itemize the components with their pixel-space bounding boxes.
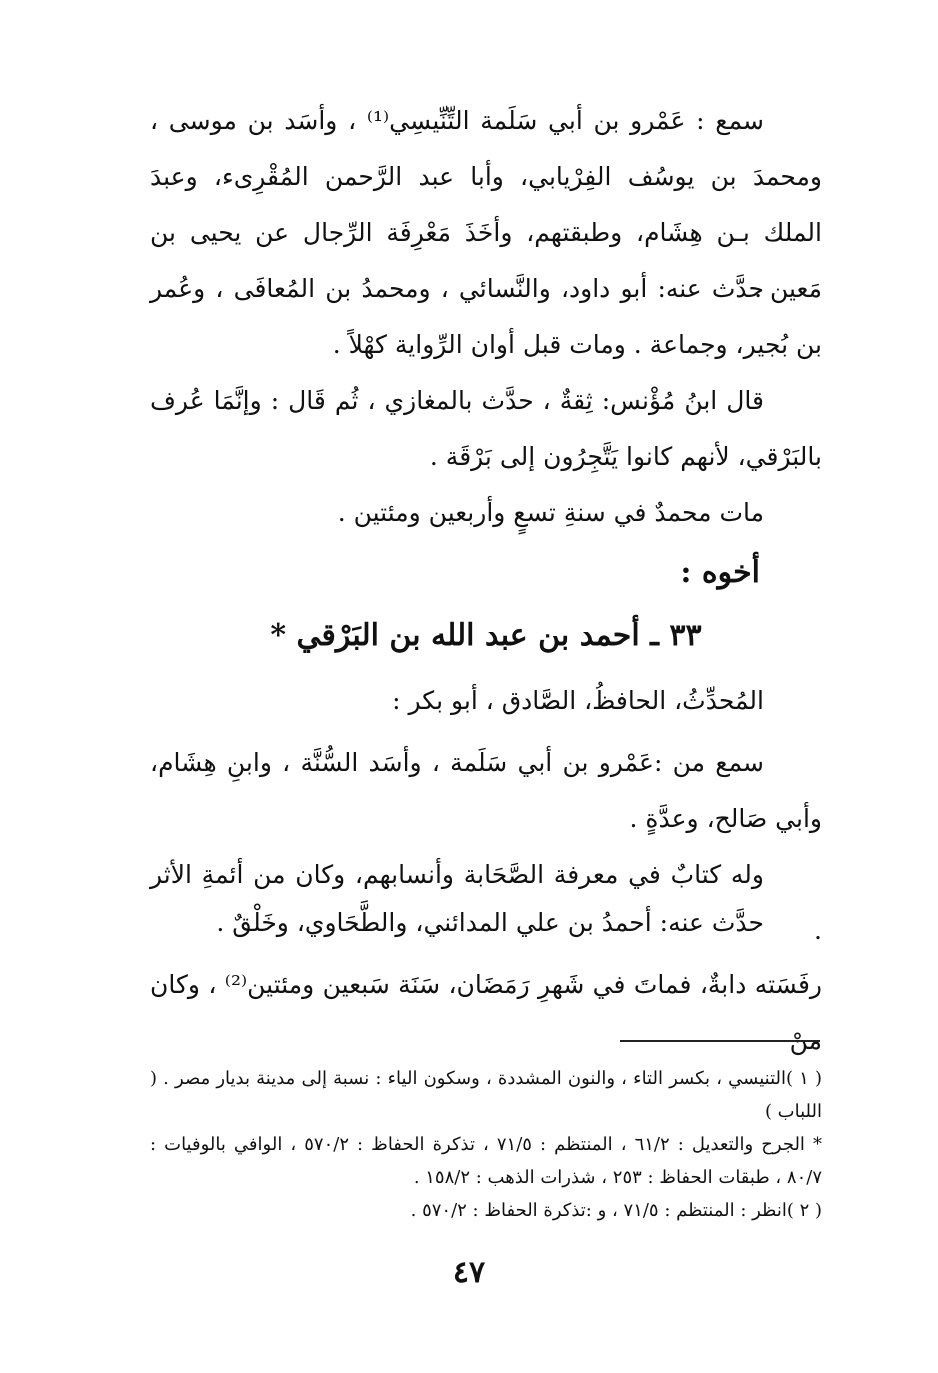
paragraph-narrated-from-him: حدَّث عنه: أبو داود، والنَّسائي ، ومحمدُ بن المُعافَى ، وعُمر بن بُجير، وجماعة . ومات قبل أوان الرِّواية كهْلاً . bbox=[150, 274, 822, 359]
section-heading-brother: أخوه : bbox=[680, 555, 760, 590]
footnotes bbox=[150, 1062, 822, 1227]
paragraph-death-year: مات محمدٌ في سنةِ تسعٍ وأربعين ومئتين . bbox=[337, 498, 764, 527]
footnote-2: ( ٢ )انظر : المنتظم : ٧١/٥ ، و :تذكرة الحفاظ : ٥٧٠/٢ . bbox=[410, 1200, 822, 1221]
paragraph-book: وله كتابٌ في معرفة الصَّحَابة وأنسابهم، وكان من أئمةِ الأثر . bbox=[150, 860, 822, 945]
page-number: ٤٧ bbox=[452, 1255, 486, 1290]
paragraph-heard-from: سمع : عَمْرو بن أبي سَلَمة التِّنِّيسِي⁽¹⁾ ، وأسَد بن موسى ، ومحمدَ بن يوسُف الفِرْيابي، وأبا عبد الرَّحمن المُقْرِىء، وعبدَ الملك بـن هِشَام، وطبقتهم، وأخَذَ مَعْرِفَة الرِّجال عن يحيى بن مَعين . bbox=[150, 106, 822, 303]
paragraph-epithets: المُحدِّثُ، الحافظُ، الصَّادق ، أبو بكر : bbox=[392, 686, 764, 715]
paragraph-heard-from-2: سمع من :عَمْرو بن أبي سَلَمة ، وأسَد السُّنَّة ، وابنِ هِشَام، وأبي صَالح، وعدَّةٍ . bbox=[150, 748, 822, 833]
footnote-divider bbox=[620, 1040, 820, 1042]
footnote-1: ( ١ )التنيسي ، بكسر التاء ، والنون المشددة ، وسكون الياء : نسبة إلى مدينة بديار مصر . ( اللباب ) bbox=[150, 1068, 822, 1122]
paragraph-death: رفَسَته دابةٌ، فماتَ في شَهرِ رَمَضَان، سَنَة سَبعين ومئتين⁽²⁾ ، وكان منْ bbox=[150, 970, 822, 1055]
paragraph-ibn-munis-said: قال ابنُ مُؤْنس: ثِقةٌ ، حدَّث بالمغازي ، ثُم قَال : وإنَّمَا عُرف بالبَرْقي، لأنهم كانوا يَتَّجِرُون إلى بَرْقَة . bbox=[150, 386, 822, 471]
paragraph-narrated-from-him-2: حدَّث عنه: أحمدُ بن علي المدائني، والطَّحَاوي، وخَلْقٌ . bbox=[216, 908, 764, 937]
entry-title: ٣٣ ـ أحمد بن عبد الله بن البَرْقي * bbox=[270, 618, 702, 653]
footnote-star: * الجرح والتعديل : ٦١/٢ ، المنتظم : ٧١/٥ ، تذكرة الحفاظ : ٥٧٠/٢ ، الوافي بالوفيات : ٨٠/٧ ، طبقات الحفاظ : ٢٥٣ ، شذرات الذهب : ١٥٨/٢ . bbox=[150, 1134, 822, 1188]
